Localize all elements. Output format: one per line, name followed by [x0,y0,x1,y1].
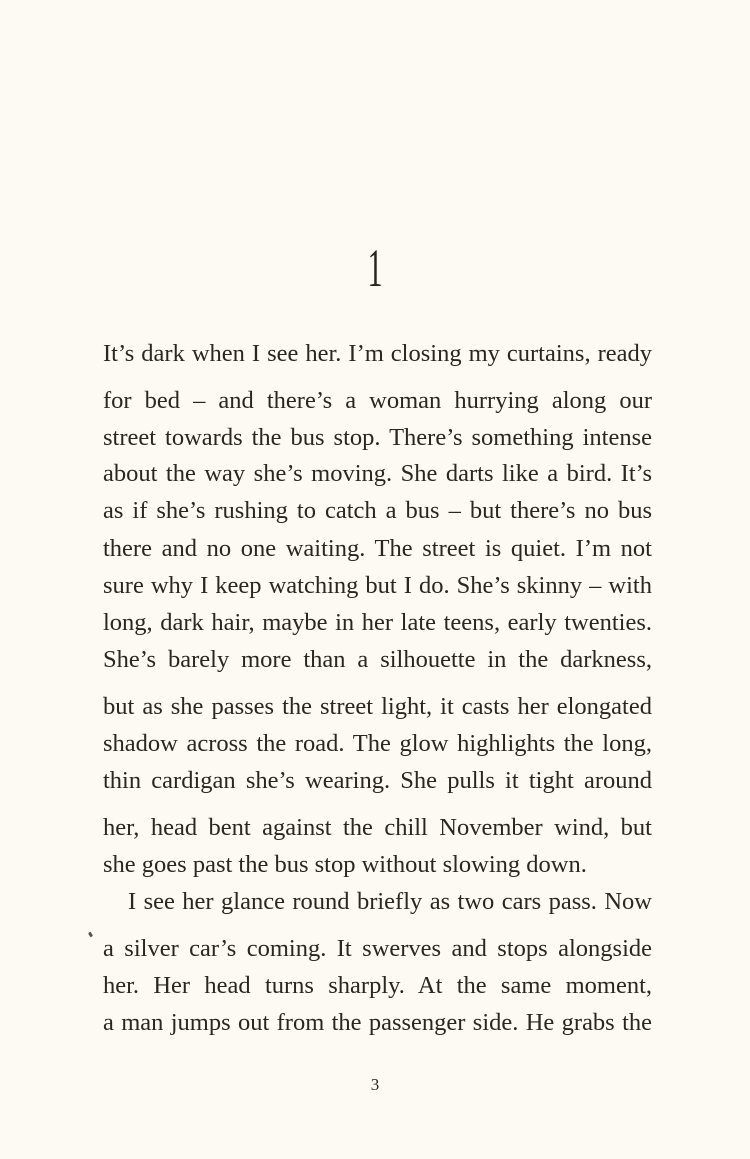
text-line: I see her glance round briefly as two cars pass. Now [128,888,652,915]
text-line: her, head bent against the chill November wind, but [103,814,652,841]
text-line: her. Her head turns sharply. At the same moment, [103,972,652,999]
text-line: about the way she’s moving. She darts like a bird. It’s [103,460,652,487]
chapter-number: 1 [367,238,383,298]
text-line: there and no one waiting. The street is quiet. I’m not [103,535,652,562]
text-line: a silver car’s coming. It swerves and stops alongside [103,935,652,962]
text-line: shadow across the road. The glow highlights the long, [103,730,652,757]
text-line: thin cardigan she’s wearing. She pulls it tight around [103,767,652,794]
text-line: for bed – and there’s a woman hurrying along our [103,387,652,414]
text-line: It’s dark when I see her. I’m closing my curtains, ready [103,340,652,367]
text-line: a man jumps out from the passenger side. He grabs the [103,1009,652,1036]
text-line: sure why I keep watching but I do. She’s skinny – with [103,572,652,599]
text-line: She’s barely more than a silhouette in the darkness, [103,646,652,673]
margin-tick-mark [88,932,93,938]
text-line: street towards the bus stop. There’s something intense [103,424,652,451]
text-line: as if she’s rushing to catch a bus – but there’s no bus [103,497,652,524]
text-line: long, dark hair, maybe in her late teens, early twenties. [103,609,652,636]
text-line: she goes past the bus stop without slowing down. [103,851,587,878]
page-number: 3 [370,1075,380,1094]
text-line: but as she passes the street light, it casts her elongated [103,693,652,720]
